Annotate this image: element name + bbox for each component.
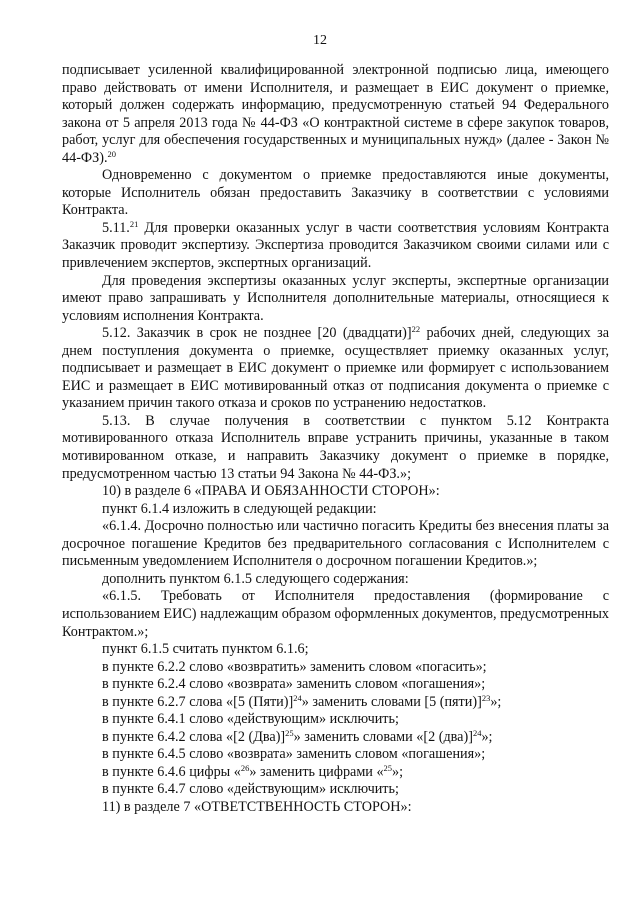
- footnote-ref: 21: [129, 218, 139, 229]
- paragraph: [62, 273, 609, 326]
- paragraph: [62, 483, 609, 501]
- footnote-ref: 24: [472, 727, 482, 738]
- paragraph: [62, 501, 609, 519]
- footnote-ref: 26: [240, 762, 250, 773]
- page-number: 12: [313, 33, 327, 48]
- document-body: [62, 62, 609, 817]
- paragraph-text: в пункте 6.2.4 слово «возврата» заменить словом «погашения»;: [102, 676, 486, 693]
- paragraph-text: в пункте 6.4.2 слова «[2 (Два)]: [102, 728, 286, 745]
- footnote-ref: 25: [383, 762, 393, 773]
- paragraph-text: » заменить словами [5 (пяти)]: [301, 693, 482, 710]
- paragraph-text: 5.11.: [102, 219, 130, 236]
- paragraph: [62, 325, 609, 413]
- paragraph: [62, 413, 609, 483]
- paragraph-text: »;: [490, 693, 502, 710]
- paragraph: [62, 729, 609, 747]
- paragraph-text: » заменить словами «[2 (два)]: [293, 728, 473, 745]
- paragraph-text: 5.13. В случае получения в соответствии с пунктом 5.12 Контракта мотивированного отказа Исполнитель вправе устранить причины, указанные в таком мотивированном отказе, и направить Заказчику документ о приемке в порядке, предусмотренном частью 13 статьи 94 Закона № 44-ФЗ.»;: [62, 412, 609, 482]
- paragraph-text: пункт 6.1.4 изложить в следующей редакции:: [102, 500, 377, 517]
- paragraph-text: » заменить цифрами «: [249, 763, 384, 780]
- paragraph: [62, 62, 609, 167]
- paragraph: [62, 659, 609, 677]
- paragraph-text: в пункте 6.4.7 слово «действующим» исключить;: [102, 781, 399, 798]
- paragraph-text: «6.1.4. Досрочно полностью или частично погасить Кредиты без внесения платы за досрочное погашение Кредитов без предварительного согласования с Исполнителем с письменным уведомлением Исполнителя о досрочном погашении Кредитов.»;: [62, 518, 609, 570]
- paragraph-text: в пункте 6.4.1 слово «действующим» исключить;: [102, 711, 399, 728]
- paragraph: [62, 220, 609, 273]
- paragraph-text: в пункте 6.4.6 цифры «: [102, 763, 241, 780]
- paragraph-text: в пункте 6.2.2 слово «возвратить» заменить словом «погасить»;: [102, 658, 487, 675]
- paragraph: [62, 676, 609, 694]
- footnote-ref: 20: [107, 148, 116, 159]
- paragraph: [62, 694, 609, 712]
- paragraph-text: 10) в разделе 6 «ПРАВА И ОБЯЗАННОСТИ СТОРОН»:: [102, 483, 440, 500]
- paragraph-text: 5.12. Заказчик в срок не позднее [20 (двадцати)]: [102, 325, 412, 342]
- paragraph: [62, 588, 609, 641]
- paragraph-text: дополнить пунктом 6.1.5 следующего содержания:: [102, 570, 409, 587]
- paragraph-text: 11) в разделе 7 «ОТВЕТСТВЕННОСТЬ СТОРОН»:: [102, 798, 412, 815]
- paragraph-text: Одновременно с документом о приемке предоставляются иные документы, которые Исполнитель обязан предоставить Заказчику в соответствии с условиями Контракта.: [62, 167, 609, 219]
- paragraph-text: «6.1.5. Требовать от Исполнителя предоставления (формирование с использованием ЕИС) надлежащим образом оформленных документов, предусмотренных Контрактом.»;: [62, 588, 609, 640]
- paragraph: [62, 781, 609, 799]
- paragraph: [62, 571, 609, 589]
- paragraph-text: »;: [481, 728, 493, 745]
- footnote-ref: 22: [411, 324, 421, 335]
- paragraph-text: рабочих дней, следующих за днем поступления документа о приемке, осуществляет приемку оказанных услуг, подписывает и размещает в ЕИС документ о приемке или формирует с использованием ЕИС и размещает в ЕИС мотивированный отказ от подписания документа о приемке с указанием причин такого отказа и сроков по устранению недостатков.: [62, 325, 609, 412]
- paragraph: [62, 167, 609, 220]
- footnote-ref: 23: [481, 692, 491, 703]
- footnote-ref: 25: [285, 727, 294, 738]
- paragraph-text: »;: [392, 763, 404, 780]
- paragraph-text: пункт 6.1.5 считать пунктом 6.1.6;: [102, 641, 309, 658]
- paragraph-text: Для проверки оказанных услуг в части соответствия условиям Контракта Заказчик проводит экспертизу. Экспертиза проводится Заказчиком своими силами или с привлечением экспертов, экспертных организаций.: [62, 219, 609, 272]
- paragraph-text: в пункте 6.4.5 слово «возврата» заменить словом «погашения»;: [102, 746, 486, 763]
- paragraph: [62, 711, 609, 729]
- paragraph: [62, 518, 609, 571]
- footnote-ref: 24: [293, 692, 302, 703]
- paragraph-text: в пункте 6.2.7 слова «[5 (Пяти)]: [102, 693, 294, 710]
- paragraph: [62, 746, 609, 764]
- paragraph-text: подписывает усиленной квалифицированной электронной подписью лица, имеющего право действовать от имени Исполнителя, и размещает в ЕИС документ о приемке, который должен содержать информацию, предусмотренную статьей 94 Федерального закона от 5 апреля 2013 года № 44-ФЗ «О контрактной системе в сфере закупок товаров, работ, услуг для обеспечения государственных и муниципальных нужд» (далее - Закон № 44-ФЗ).: [62, 62, 609, 166]
- paragraph: [62, 641, 609, 659]
- paragraph: [62, 799, 609, 817]
- paragraph-text: Для проведения экспертизы оказанных услуг эксперты, экспертные организации имеют право запрашивать у Исполнителя дополнительные материалы, относящиеся к условиям исполнения Контракта.: [62, 272, 609, 324]
- paragraph: [62, 764, 609, 782]
